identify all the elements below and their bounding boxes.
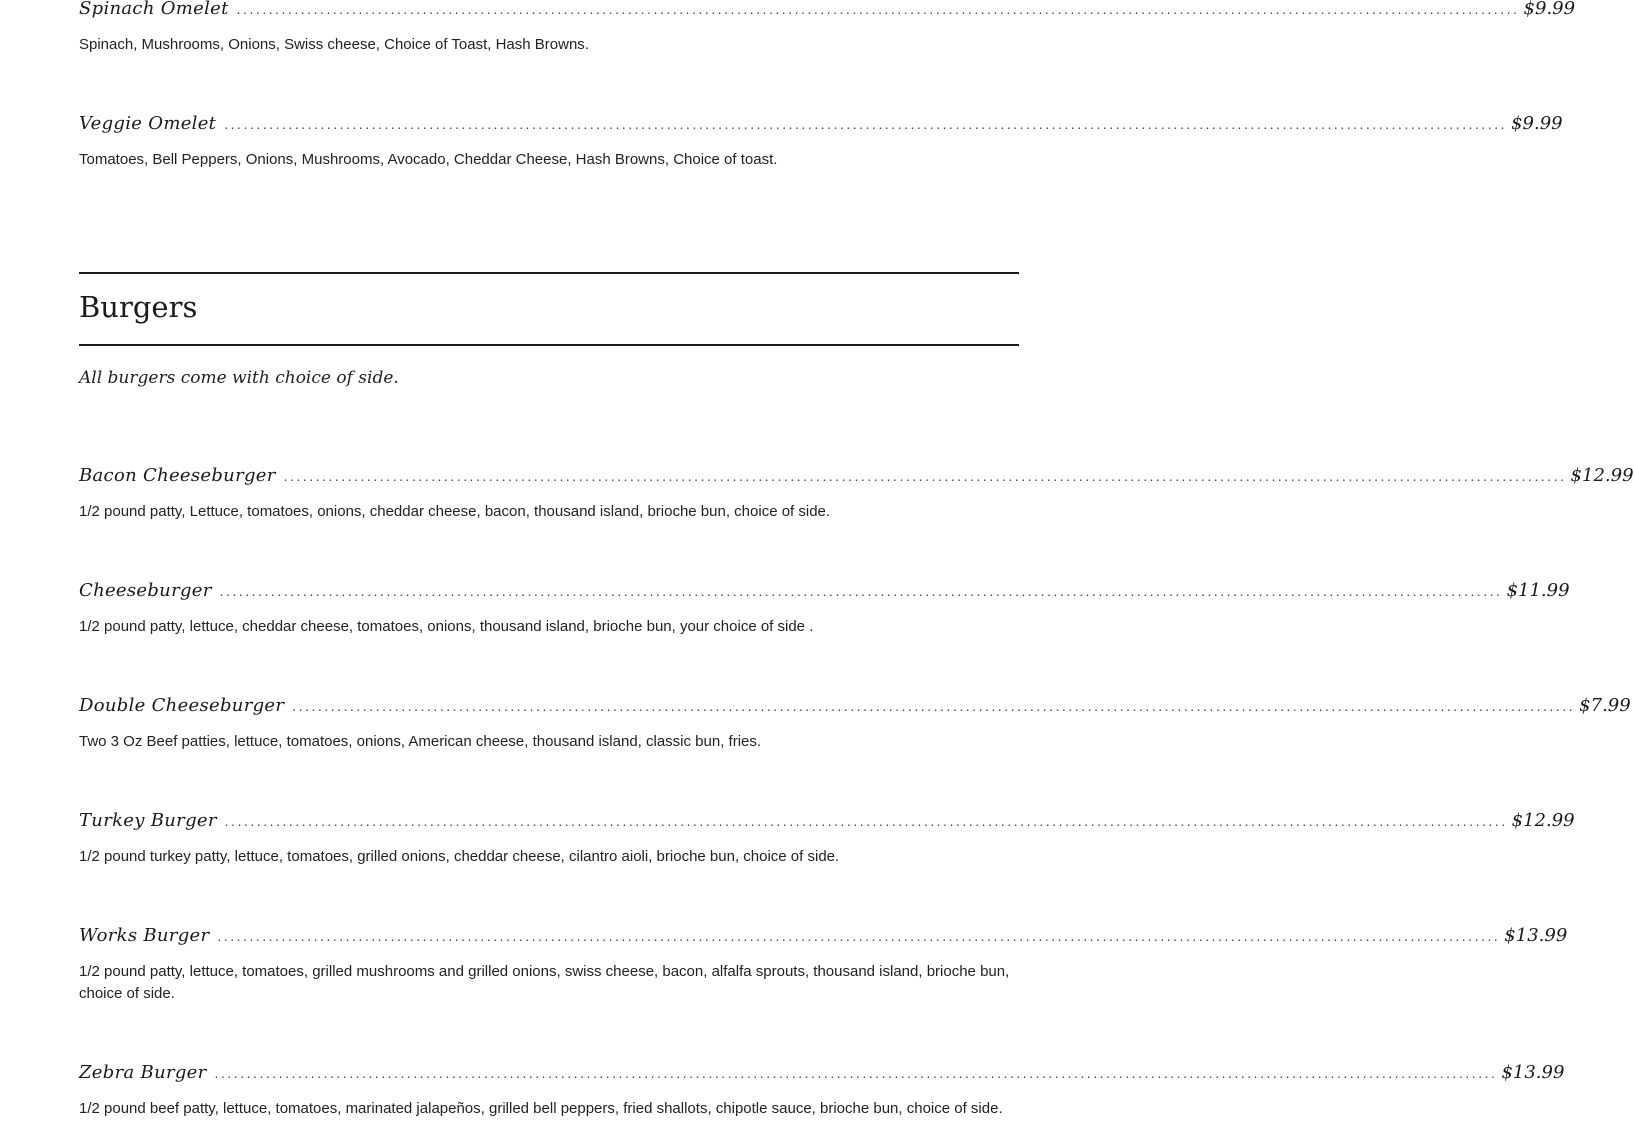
dot-leader: ........................................................................................................................................................................................................ [214, 1067, 1498, 1081]
menu-item-bacon-cheeseburger [79, 465, 1634, 523]
menu-item-double-cheeseburger [79, 695, 1631, 753]
menu-item-name: Veggie Omelet [79, 113, 217, 134]
menu-item-price: $13.99 [1501, 1062, 1565, 1083]
menu-item-price: $12.99 [1570, 465, 1634, 486]
menu-item-veggie-omelet [79, 113, 1563, 171]
menu-item-turkey-burger [79, 810, 1575, 868]
dot-leader: ........................................................................................................................................................................................................ [224, 118, 1508, 132]
menu-item-description: Spinach, Mushrooms, Onions, Swiss cheese, Choice of Toast, Hash Browns. [79, 36, 589, 53]
menu-item-price: $9.99 [1511, 113, 1563, 134]
section-divider-bottom [79, 344, 1019, 346]
dot-leader: ........................................................................................................................................................................................................ [219, 585, 1503, 599]
menu-item-name: Turkey Burger [79, 810, 217, 831]
menu-item-header [79, 1062, 1565, 1083]
menu-item-spinach-omelet [79, 0, 1576, 56]
menu-item-works-burger [79, 925, 1568, 1005]
menu-item-cheeseburger [79, 580, 1570, 638]
menu-item-description: 1/2 pound beef patty, lettuce, tomatoes, marinated jalapeños, grilled bell peppers, fried shallots, chipotle sauce, brioche bun, choice of side. [79, 1100, 1003, 1117]
menu-item-price: $11.99 [1506, 580, 1570, 601]
menu-item-description: 1/2 pound patty, lettuce, tomatoes, grilled mushrooms and grilled onions, swiss cheese, bacon, alfalfa sprouts, thousand island, brioche bun, choice of side. [79, 963, 1010, 1002]
dot-leader: ........................................................................................................................................................................................................ [283, 470, 1567, 484]
section-title: Burgers [79, 290, 198, 324]
menu-item-description: 1/2 pound turkey patty, lettuce, tomatoes, grilled onions, cheddar cheese, cilantro aioli, brioche bun, choice of side. [79, 848, 840, 865]
menu-item-header [79, 695, 1631, 716]
dot-leader: ........................................................................................................................................................................................................ [224, 815, 1508, 829]
menu-item-header [79, 925, 1568, 946]
menu-item-price: $12.99 [1511, 810, 1575, 831]
menu-item-description: 1/2 pound patty, lettuce, cheddar cheese, tomatoes, onions, thousand island, brioche bun, your choice of side . [79, 618, 814, 635]
menu-item-name: Zebra Burger [79, 1062, 207, 1083]
menu-item-price: $9.99 [1523, 0, 1576, 19]
menu-item-name: Bacon Cheeseburger [79, 465, 276, 486]
menu-item-price: $7.99 [1579, 695, 1631, 716]
menu-item-header [79, 113, 1563, 134]
menu-item-name: Cheeseburger [79, 580, 212, 601]
menu-item-description: Tomatoes, Bell Peppers, Onions, Mushrooms, Avocado, Cheddar Cheese, Hash Browns, Choice of toast. [79, 151, 778, 168]
section-note: All burgers come with choice of side. [79, 368, 399, 388]
dot-leader: ........................................................................................................................................................................................................ [236, 3, 1520, 17]
menu-item-description: 1/2 pound patty, Lettuce, tomatoes, onions, cheddar cheese, bacon, thousand island, brioche bun, choice of side. [79, 503, 831, 520]
menu-item-header [79, 0, 1576, 19]
menu-item-description: Two 3 Oz Beef patties, lettuce, tomatoes, onions, American cheese, thousand island, classic bun, fries. [79, 733, 762, 750]
section-divider-top [79, 272, 1019, 274]
menu-item-zebra-burger [79, 1062, 1565, 1120]
dot-leader: ........................................................................................................................................................................................................ [217, 930, 1501, 944]
menu-item-name: Spinach Omelet [79, 0, 229, 19]
dot-leader: ........................................................................................................................................................................................................ [292, 700, 1576, 714]
menu-item-name: Double Cheeseburger [79, 695, 285, 716]
menu-item-header [79, 465, 1634, 486]
menu-item-price: $13.99 [1504, 925, 1568, 946]
menu-item-name: Works Burger [79, 925, 210, 946]
menu-item-header [79, 580, 1570, 601]
menu-item-header [79, 810, 1575, 831]
